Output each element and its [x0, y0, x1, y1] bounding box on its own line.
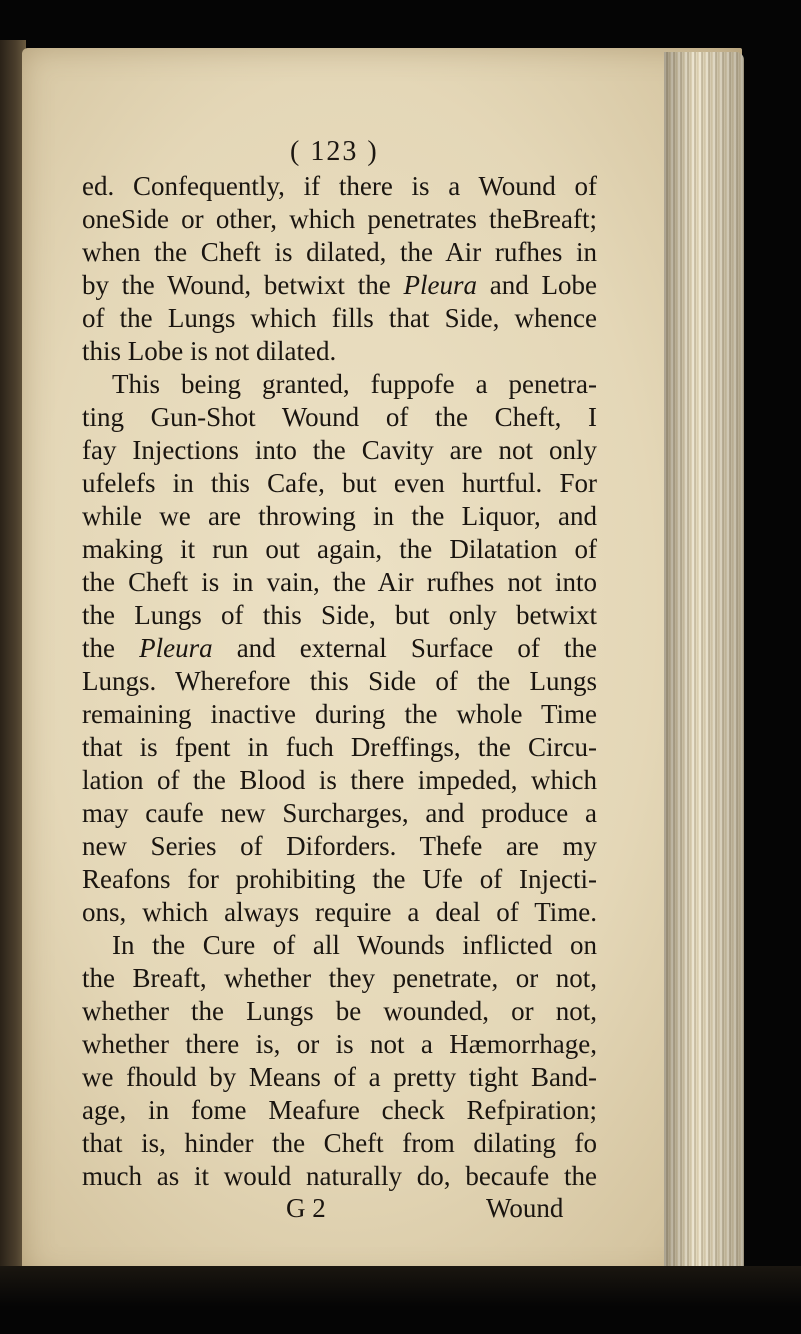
text-line: we fhould by Means of a pretty tight Band- [82, 1062, 597, 1092]
text-line: the Pleura and external Surface of the [82, 633, 597, 663]
text-line: remaining inactive during the whole Time [82, 699, 597, 729]
text-line: when the Cheft is dilated, the Air rufhes in [82, 237, 597, 267]
catchword: Wound [486, 1193, 564, 1223]
text-line: ed. Confequently, if there is a Wound of [82, 171, 597, 201]
text-line: fay Injections into the Cavity are not only [82, 435, 597, 465]
text-line: Reafons for prohibiting the Ufe of Injecti- [82, 864, 597, 894]
text-line: ufelefs in this Cafe, but even hurtful. For [82, 468, 597, 498]
italic-term: Pleura [139, 633, 213, 663]
text-line: that is fpent in fuch Dreffings, the Circu- [82, 732, 597, 762]
text-line: of the Lungs which fills that Side, whence [82, 303, 597, 333]
italic-term: Pleura [403, 270, 477, 300]
text-line: This being granted, fuppofe a penetra- [112, 369, 597, 399]
text-line: ons, which always require a deal of Time. [82, 897, 597, 927]
text-line: age, in fome Meafure check Refpiration; [82, 1095, 597, 1125]
text-line: In the Cure of all Wounds inflicted on [112, 930, 597, 960]
page-number: ( 123 ) [290, 136, 379, 167]
text-line: new Series of Diforders. Thefe are my [82, 831, 597, 861]
text-line: Lungs. Wherefore this Side of the Lungs [82, 666, 597, 696]
text-line: this Lobe is not dilated. [82, 336, 337, 366]
text-line: while we are throwing in the Liquor, and [82, 501, 597, 531]
text-line: by the Wound, betwixt the Pleura and Lobe [82, 270, 597, 300]
text-line: lation of the Blood is there impeded, which [82, 765, 597, 795]
text-line: whether there is, or is not a Hæmorrhage, [82, 1029, 597, 1059]
text-line: may caufe new Surcharges, and produce a [82, 798, 597, 828]
text-line: ting Gun-Shot Wound of the Cheft, I [82, 402, 597, 432]
text-line: the Breaft, whether they penetrate, or not, [82, 963, 597, 993]
signature-mark: G 2 [286, 1193, 326, 1223]
text-line: the Lungs of this Side, but only betwixt [82, 600, 597, 630]
text-line: much as it would naturally do, becaufe the [82, 1161, 597, 1191]
text-line: oneSide or other, which penetrates theBreaft; [82, 204, 597, 234]
text-line: that is, hinder the Cheft from dilating fo [82, 1128, 597, 1158]
text-line: the Cheft is in vain, the Air rufhes not into [82, 567, 597, 597]
text-line: whether the Lungs be wounded, or not, [82, 996, 597, 1026]
text-line: making it run out again, the Dilatation of [82, 534, 597, 564]
